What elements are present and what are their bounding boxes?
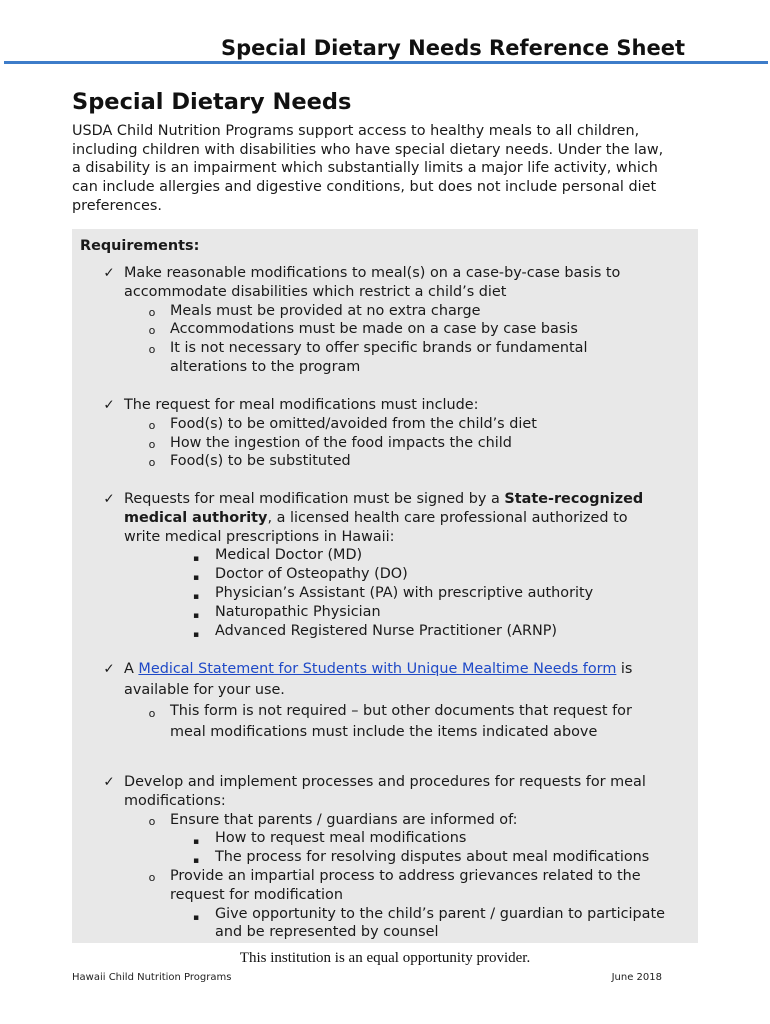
square-bullet-icon: ▪ xyxy=(192,629,200,640)
circle-bullet-icon: o xyxy=(148,870,156,884)
square-bullet-icon: ▪ xyxy=(192,912,200,923)
circle-bullet-icon: o xyxy=(148,343,156,357)
requirements-label: Requirements: xyxy=(80,238,200,254)
list-item: ▪ Doctor of Osteopathy (DO) xyxy=(72,565,698,584)
requirement-item-medical-statement-form: ✓ A Medical Statement for Students with Unique Mealtime Needs form is available for your use. o This form is not required – but other documents that request for meal modifications must include the items indicated above xyxy=(72,659,698,743)
requirements-box xyxy=(72,229,698,943)
list-item: ▪ The process for resolving disputes about meal modifications xyxy=(72,848,698,867)
list-item: o This form is not required – but other documents that request for meal modifications must include the items indicated above xyxy=(72,701,698,743)
circle-bullet-icon: o xyxy=(148,707,156,720)
circle-bullet-icon: o xyxy=(148,305,156,319)
checkmark-icon: ✓ xyxy=(103,661,115,677)
list-item: o Meals must be provided at no extra charge xyxy=(72,302,698,321)
requirement-item-modifications: ✓ Make reasonable modifications to meal(s) on a case-by-case basis to accommodate disabilities which restrict a child’s diet o Meals must be provided at no extra charge o Accommodations must be made on a case by case basis o It is not necessary to offer specific brands or fundamental alterations to the program xyxy=(72,264,698,377)
list-item: ▪ Physician’s Assistant (PA) with prescriptive authority xyxy=(72,584,698,603)
list-item: ▪ How to request meal modifications xyxy=(72,829,698,848)
list-item: ▪ Medical Doctor (MD) xyxy=(72,546,698,565)
page-header-title: Special Dietary Needs Reference Sheet xyxy=(220,36,685,60)
checkmark-icon: ✓ xyxy=(103,265,115,281)
footer-organization: Hawaii Child Nutrition Programs xyxy=(72,972,232,983)
checkmark-icon: ✓ xyxy=(103,397,115,413)
list-item: o Ensure that parents / guardians are informed of: xyxy=(72,811,698,830)
requirement-item-medical-authority: ✓ Requests for meal modification must be signed by a State-recognized medical authority, a licensed health care professional authorized to write medical prescriptions in Hawaii: ▪ Medical Doctor (MD) ▪ Doctor of Osteopathy (DO) ▪ Physician’s Assistant (PA) with prescriptive authority ▪ Naturopathic Physician ▪ Advanced Registered Nurse Practitioner (ARNP) xyxy=(72,490,698,640)
square-bullet-icon: ▪ xyxy=(192,837,200,848)
list-item: ▪ Advanced Registered Nurse Practitioner (ARNP) xyxy=(72,622,698,641)
requirement-item-request-contents: ✓ The request for meal modifications must include: o Food(s) to be omitted/avoided from the child’s diet o How the ingestion of the food impacts the child o Food(s) to be substituted xyxy=(72,396,698,471)
list-item: o Accommodations must be made on a case by case basis xyxy=(72,320,698,339)
list-item: o Provide an impartial process to address grievances related to the request for modification xyxy=(72,867,698,905)
section-title: Special Dietary Needs xyxy=(72,89,352,115)
list-item: ▪ Give opportunity to the child’s parent / guardian to participate and be represented by counsel xyxy=(72,905,698,943)
square-bullet-icon: ▪ xyxy=(192,573,200,584)
checkmark-icon: ✓ xyxy=(103,774,115,790)
square-bullet-icon: ▪ xyxy=(192,610,200,621)
list-item: o Food(s) to be substituted xyxy=(72,452,698,471)
circle-bullet-icon: o xyxy=(148,814,156,828)
checkmark-icon: ✓ xyxy=(103,491,115,507)
circle-bullet-icon: o xyxy=(148,437,156,451)
circle-bullet-icon: o xyxy=(148,324,156,338)
header-divider xyxy=(4,61,768,64)
square-bullet-icon: ▪ xyxy=(192,591,200,602)
circle-bullet-icon: o xyxy=(148,456,156,470)
list-item: o How the ingestion of the food impacts the child xyxy=(72,434,698,453)
requirement-item-processes: ✓ Develop and implement processes and procedures for requests for meal modifications: o Ensure that parents / guardians are informed of: ▪ How to request meal modifications ▪ The process for resolving disputes about meal modifications o Provide an impartial process to address grievances related to the request for modification ▪ Give opportunity to the child’s parent / guardian to participate and be represented by counsel xyxy=(72,773,698,942)
medical-statement-form-link[interactable]: Medical Statement for Students with Unique Mealtime Needs form xyxy=(138,661,617,677)
list-item: o Food(s) to be omitted/avoided from the child’s diet xyxy=(72,415,698,434)
list-item: o It is not necessary to offer specific brands or fundamental alterations to the program xyxy=(72,339,698,377)
equal-opportunity-notice: This institution is an equal opportunity provider. xyxy=(239,950,531,966)
square-bullet-icon: ▪ xyxy=(192,856,200,867)
list-item: ▪ Naturopathic Physician xyxy=(72,603,698,622)
square-bullet-icon: ▪ xyxy=(192,554,200,565)
intro-paragraph: USDA Child Nutrition Programs support access to healthy meals to all children, including children with disabilities who have special dietary needs. Under the law, a disability is an impairment which substantially limits a major life activity, which can include allergies and digestive conditions, but does not include personal diet preferences. xyxy=(72,123,664,214)
circle-bullet-icon: o xyxy=(148,418,156,432)
footer-date: June 2018 xyxy=(611,972,662,983)
